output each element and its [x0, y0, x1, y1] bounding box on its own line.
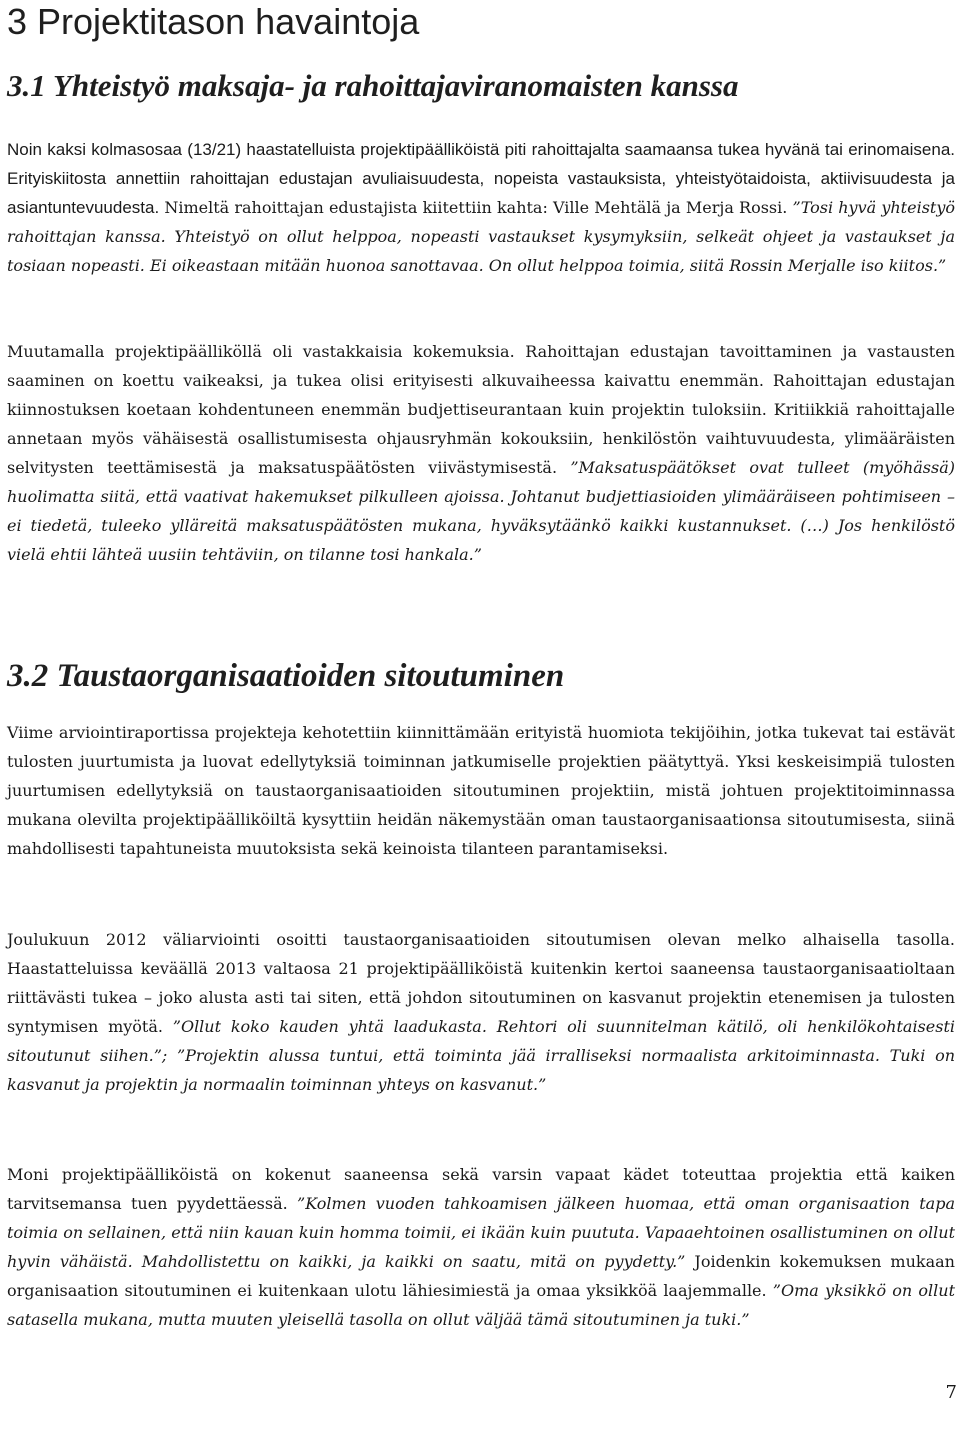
p1-sentence-c: Nimeltä rahoittajan edustajista kiitettiin kahta: Ville Mehtälä ja Merja Rossi. [159, 198, 788, 217]
chapter-heading: 3 Projektitason havaintoja [7, 1, 420, 42]
p1-sentence-a: Noin kaksi kolmasosaa (13/21) haastatelluista projektipäälliköistä piti rahoittajalta saamaansa tukea hyvänä tai erinomaisena. [7, 140, 955, 159]
s2p3-text-b: Joidenkin kokemuksen mukaan organisaation sitoutuminen ei kuitenkaan ulotu lähiesimiestä ja omaa yksikköä laajemmalle. [7, 1252, 955, 1300]
section-3-2-paragraph-3 [7, 1160, 955, 1334]
p1-sentence-b: Erityiskiitosta annettiin rahoittajan edustajan avuliaisuudesta, nopeista vastauksista, yhteistyötaidoista, aktiivisuudesta ja asiantuntevuudesta. [7, 169, 955, 217]
s2p3-quote-2: ”Oma yksikkö on ollut satasella mukana, mutta muuten yleisellä tasolla on ollut väljää tämä sitoutuminen ja tuki.” [7, 1281, 956, 1329]
s2p2-quote: ”Ollut koko kauden yhtä laadukasta. Rehtori oli suunnitelman kätilö, oli henkilökohtaisesti sitoutunut siihen.”; ”Projektin alussa tuntui, että toiminta jää irralliseksi normaalista arkitoiminnasta. Tuki on kasvanut ja projektin ja normaalin toiminnan yhteys on kasvanut.” [7, 1017, 955, 1094]
document-page [7, 0, 956, 1329]
section-heading-3-1: 3.1 Yhteistyö maksaja- ja rahoittajaviranomaisten kanssa [7, 68, 739, 103]
section-3-2-paragraph-2 [7, 925, 955, 1099]
p2-quote: ”Maksatuspäätökset ovat tulleet (myöhässä) huolimatta siitä, että vaativat hakemukset pilkulleen ajoissa. Johtanut budjettiasioiden ylimääräiseen pohtimiseen – ei tiedetä, tuleeko yllärеitä maksatuspäätösten mukana, hyväksytäänkö kaikki kustannukset. (…) Jos henkilöstö vielä ehtii lähteä uusiin tehtäviin, on tilanne tosi hankala.” [7, 458, 955, 564]
p2-text: Muutamalla projektipäälliköllä oli vastakkaisia kokemuksia. Rahoittajan edustajan tavoittaminen ja vastausten saaminen on koettu vaikeaksi, ja tukea olisi erityisesti alkuvaiheessa kaivattu enemmän. Rahoittajan edustajan kiinnostuksen koetaan kohdentuneen enemmän budjettiseurantaan kuin projektin tuloksiin. Kritiikkiä rahoittajalle annetaan myös vähäisestä osallistumisesta ohjausryhmän kokouksiin, henkilöstön vaihtuvuudesta, ylimääräisten selvitysten teettämisestä ja maksatuspäätösten viivästymisestä. [7, 342, 955, 477]
s2p3-text-a: Moni projektipäälliköistä on kokenut saaneensa sekä varsin vapaat kädet toteuttaa projektia että kaiken tarvitsemansa tuen pyydettäessä. [7, 1165, 955, 1213]
page-number: 7 [945, 1382, 957, 1403]
section-heading-3-2: 3.2 Taustaorganisaatioiden sitoutuminen [7, 658, 565, 694]
p1-quote: ”Tosi hyvä yhteistyö rahoittajan kanssa. Yhteistyö on ollut helppoa, nopeasti vastaukset kysymyksiin, selkeät ohjeet ja vastaukset ja tosiaan nopeasti. Ei oikeastaan mitään huonoa sanottavaa. On ollut helppoa toimia, siitä Rossin Merjalle iso kiitos.” [7, 198, 956, 275]
s2p2-text: Joulukuun 2012 väliarviointi osoitti taustaorganisaatioiden sitoutumisen olevan melko alhaisella tasolla. Haastatteluissa keväällä 2013 valtaosa 21 projektipäälliköistä kuitenkin kertoi saaneensa taustaorganisaatioltaan riittävästi tukea – joko alusta asti tai siten, että johdon sitoutuminen on kasvanut projektin etenemisen ja tulosten syntymisen myötä. [7, 930, 955, 1036]
section-3-1-paragraph-1 [7, 135, 955, 280]
s2p3-quote-1: ”Kolmen vuoden tahkoamisen jälkeen huomaa, että oman organisaation tapa toimia on sellainen, että niin kauan kuin homma toimii, ei ikään kuin puututa. Vapaaehtoinen osallistuminen on ollut hyvin vähäistä. Mahdollistettu on kaikki, ja kaikki on saatu, mitä on pyydetty.” [7, 1194, 956, 1271]
section-3-2-paragraph-1: Viime arviointiraportissa projekteja kehotettiin kiinnittämään erityistä huomiota tekijöihin, jotka tukevat tai estävät tulosten juurtumista ja luovat edellytyksiä toiminnan jatkumiselle projektien päätyttyä. Yksi keskeisimpiä tulosten juurtumisen edellytyksiä on taustaorganisaatioiden sitoutuminen projektiin, mistä johtuen projektitoiminnassa mukana olevilta projektipäälliköiltä kysyttiin heidän näkemystään oman taustaorganisaationsa sitoutumisesta, siinä mahdollisesti tapahtuneista muutoksista sekä keinoista tilanteen parantamiseksi. [7, 723, 955, 858]
section-3-1-paragraph-2 [7, 337, 955, 569]
